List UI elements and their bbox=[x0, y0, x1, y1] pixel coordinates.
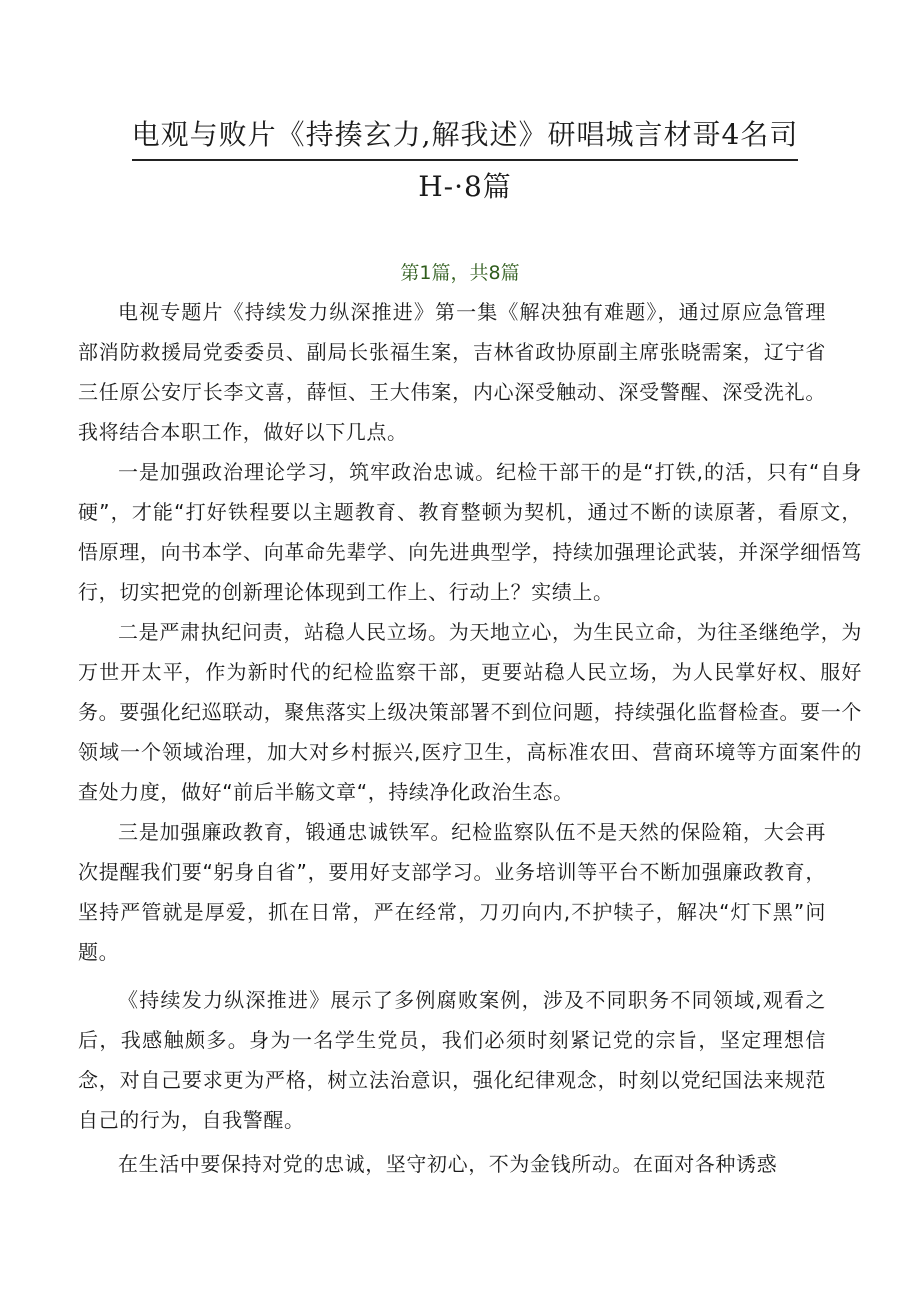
title-line-2: H-·8篇 bbox=[418, 170, 512, 203]
document-body bbox=[78, 292, 862, 1184]
paragraph-reflection: 《持续发力纵深推进》展示了多例腐败案例，涉及不同职务不同领域,观看之后，我感触颇多。身为一名学生党员，我们必须时刻紧记党的宗旨，坚定理想信念，对自己要求更为严格，树立法治意识，强化纪律观念，时刻以党纪国法来规范自己的行为，自我警醒。 bbox=[78, 988, 826, 1132]
article-counter: 第1篇，共8篇 bbox=[400, 262, 520, 284]
paragraph-point-2: 二是严肃执纪问责，站稳人民立场。为天地立心，为生民立命，为往圣继绝学，为万世开太平，作为新时代的纪检监察干部，更要站稳人民立场，为人民掌好权、服好务。要强化纪巡联动，聚焦落实上级决策部署不到位问题，持续强化监督检查。要一个领域一个领域治理，加大对乡村振兴,医疗卫生，高标准农田、营商环境等方面案件的查处力度，做好“前后半觞文章“，持续净化政治生态。 bbox=[78, 620, 862, 804]
paragraph-intro: 电视专题片《持续发力纵深推进》第一集《解决独有难题》，通过原应急管理部消防救援局党委委员、副局长张福生案，吉林省政协原副主席张晓需案，辽宁省三任原公安厅长李文喜，薛恒、王大伟案，内心深受触动、深受警醒、深受洗礼。我将结合本职工作，做好以下几点。 bbox=[78, 300, 826, 444]
title-line-1: 电观与败片《持揍玄力,解我述》研唱城言材哥4名司 bbox=[132, 113, 799, 161]
paragraph-point-1: 一是加强政治理论学习，筑牢政治忠诚。纪检干部干的是“打铁,的活，只有“自身硬”，才能“打好铁程要以主题教育、教育整顿为契机，通过不断的读原著，看原文，悟原理，向书本学、向革命先辈学、向先进典型学，持续加强理论武装，并深学细悟笃行，切实把党的创新理论体现到工作上、行动上？实绩上。 bbox=[78, 460, 862, 604]
document-title bbox=[130, 113, 800, 209]
paragraph-point-3: 三是加强廉政教育，锻通忠诚铁军。纪检监察队伍不是天然的保险箱，大会再次提醒我们要“躬身自省”，要用好支部学习。业务培训等平台不断加强廉政教育，坚持严管就是厚爱，抓在日常，严在经常，刀刃向内,不护犊子，解决“灯下黑”问题。 bbox=[78, 820, 826, 964]
paragraph-closing: 在生活中要保持对党的忠诚，坚守初心，不为金钱所动。在面对各种诱惑 bbox=[118, 1152, 778, 1176]
